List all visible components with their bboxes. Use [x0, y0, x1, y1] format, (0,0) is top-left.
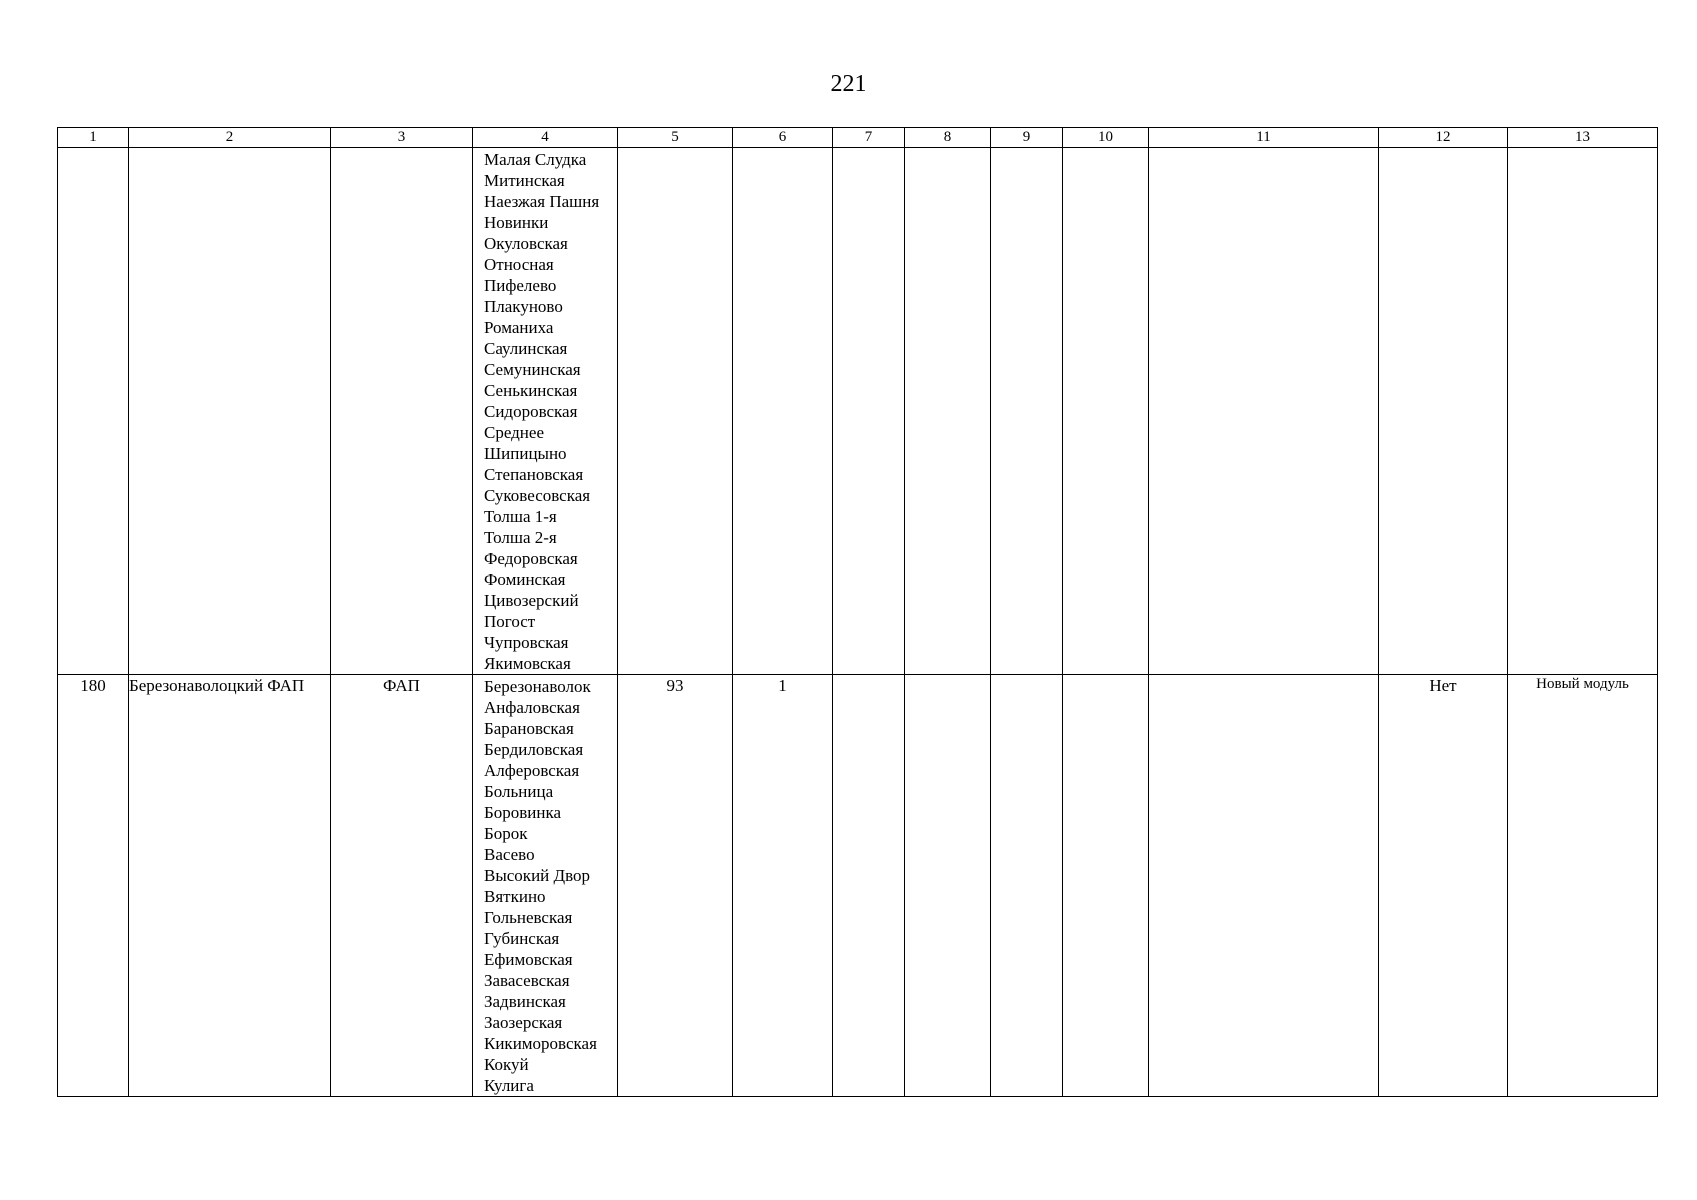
facilities-table — [57, 127, 1658, 1097]
settlement-item: Новинки — [484, 213, 549, 232]
settlement-item: Плакуново — [484, 297, 563, 316]
settlement-item: Относная — [484, 255, 554, 274]
settlement-item: Шипицыно — [484, 444, 567, 463]
col12-cell — [1379, 148, 1508, 675]
col9-cell — [991, 148, 1063, 675]
settlement-item: Губинская — [484, 929, 560, 948]
col10-cell — [1063, 675, 1149, 1097]
settlement-list — [473, 675, 617, 1096]
population-cell — [618, 148, 733, 675]
settlement-item: Алферовская — [484, 761, 580, 780]
population-cell: 93 — [618, 675, 733, 1097]
settlement-item: Федоровская — [484, 549, 578, 568]
column-number-row — [58, 128, 1658, 148]
col13-cell — [1508, 148, 1658, 675]
settlement-item: Малая Слудка — [484, 150, 587, 169]
settlement-item: Цивозерский — [484, 591, 579, 610]
settlement-item: Боровинка — [484, 803, 562, 822]
column-header: 13 — [1508, 128, 1658, 148]
column-header: 1 — [58, 128, 129, 148]
settlement-item: Васево — [484, 845, 535, 864]
settlement-item: Ефимовская — [484, 950, 573, 969]
settlement-item: Борок — [484, 824, 528, 843]
row-number-cell — [58, 148, 129, 675]
column-header: 4 — [473, 128, 618, 148]
col13-cell: Новый модуль — [1508, 675, 1658, 1097]
settlement-item: Барановская — [484, 719, 574, 738]
column-header: 6 — [733, 128, 833, 148]
col7-cell — [833, 675, 905, 1097]
col6-cell — [733, 148, 833, 675]
table-row — [58, 148, 1658, 675]
settlements-cell — [473, 675, 618, 1097]
settlement-item: Чупровская — [484, 633, 569, 652]
settlement-item: Бердиловская — [484, 740, 584, 759]
settlement-item: Сидоровская — [484, 402, 578, 421]
settlement-item: Анфаловская — [484, 698, 580, 717]
column-header: 10 — [1063, 128, 1149, 148]
col10-cell — [1063, 148, 1149, 675]
col6-cell: 1 — [733, 675, 833, 1097]
settlement-item: Степановская — [484, 465, 584, 484]
table-row — [58, 675, 1658, 1097]
column-header: 8 — [905, 128, 991, 148]
settlement-list — [473, 148, 617, 674]
settlement-item: Березонаволок — [484, 677, 591, 696]
settlement-item: Митинская — [484, 171, 565, 190]
column-header: 5 — [618, 128, 733, 148]
settlements-cell — [473, 148, 618, 675]
column-header: 2 — [129, 128, 331, 148]
col11-cell — [1149, 148, 1379, 675]
settlement-item: Толша 1-я — [484, 507, 557, 526]
settlement-item: Гольневская — [484, 908, 573, 927]
column-header: 7 — [833, 128, 905, 148]
settlement-item: Заозерская — [484, 1013, 563, 1032]
column-header: 11 — [1149, 128, 1379, 148]
col8-cell — [905, 148, 991, 675]
settlement-item: Толша 2-я — [484, 528, 557, 547]
facility-name-cell — [129, 148, 331, 675]
col7-cell — [833, 148, 905, 675]
settlement-item: Погост — [484, 612, 536, 631]
settlement-item: Задвинская — [484, 992, 566, 1011]
settlement-item: Кикиморовская — [484, 1034, 597, 1053]
settlement-item: Окуловская — [484, 234, 568, 253]
settlement-item: Якимовская — [484, 654, 571, 673]
settlement-item: Завасевская — [484, 971, 570, 990]
settlement-item: Среднее — [484, 423, 544, 442]
settlement-item: Кулига — [484, 1076, 534, 1095]
settlement-item: Больница — [484, 782, 554, 801]
column-header: 12 — [1379, 128, 1508, 148]
settlement-item: Романиха — [484, 318, 554, 337]
col9-cell — [991, 675, 1063, 1097]
col11-cell — [1149, 675, 1379, 1097]
settlement-item: Саулинская — [484, 339, 568, 358]
row-number-cell: 180 — [58, 675, 129, 1097]
page-number: 221 — [830, 71, 867, 97]
settlement-item: Высокий Двор — [484, 866, 591, 885]
facility-type-cell: ФАП — [331, 675, 473, 1097]
settlement-item: Кокуй — [484, 1055, 529, 1074]
column-header: 9 — [991, 128, 1063, 148]
column-header: 3 — [331, 128, 473, 148]
settlement-item: Семунинская — [484, 360, 581, 379]
settlement-item: Сенькинская — [484, 381, 578, 400]
col12-cell: Нет — [1379, 675, 1508, 1097]
facility-type-cell — [331, 148, 473, 675]
col8-cell — [905, 675, 991, 1097]
settlement-item: Фоминская — [484, 570, 566, 589]
facility-name-cell: Березонаволоцкий ФАП — [129, 675, 331, 1097]
settlement-item: Вяткино — [484, 887, 546, 906]
settlement-item: Суковесовская — [484, 486, 591, 505]
settlement-item: Наезжая Пашня — [484, 192, 600, 211]
settlement-item: Пифелево — [484, 276, 557, 295]
